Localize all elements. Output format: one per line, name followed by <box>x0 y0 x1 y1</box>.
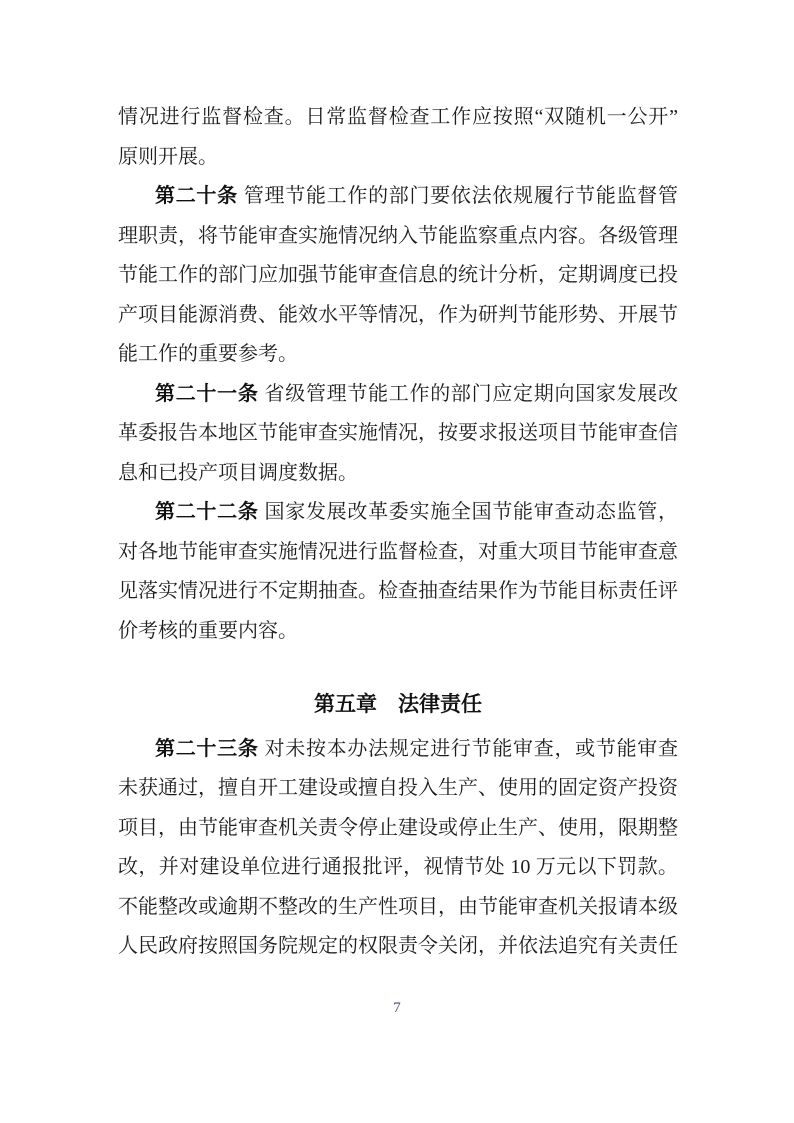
text-line: 理职责，将节能审查实施情况纳入节能监察重点内容。各级管理 <box>118 224 678 247</box>
paragraph-article-22 <box>118 493 678 651</box>
text-run: 省级管理节能工作的部门应定期向国家发展改 <box>264 382 679 405</box>
text-line: 改，并对建设单位进行通报批评，视情节处 10 万元以下罚款。 <box>118 856 678 878</box>
paragraph-continuation <box>118 98 678 177</box>
text-line <box>118 375 678 415</box>
document-body <box>118 98 678 967</box>
text-line: 未获通过，擅自开工建设或擅自投入生产、使用的固定资产投资 <box>118 777 678 799</box>
paragraph-article-20 <box>118 177 678 375</box>
article-number: 第二十二条 <box>155 501 259 523</box>
text-line: 息和已投产项目调度数据。 <box>118 461 358 484</box>
text-line: 对各地节能审查实施情况进行监督检查，对重大项目节能审查意 <box>118 540 678 563</box>
text-line: 人民政府按照国务院规定的权限责令关闭，并依法追究有关责任 <box>118 935 678 957</box>
text-run: 国家发展改革委实施全国节能审查动态监管， <box>264 501 679 523</box>
text-line: 原则开展。 <box>118 145 218 168</box>
text-line: 情况进行监督检查。日常监督检查工作应按照“双随机一公开” <box>118 106 678 128</box>
text-line: 不能整改或逾期不整改的生产性项目，由节能审查机关报请本级 <box>118 895 678 918</box>
paragraph-article-23 <box>118 730 678 967</box>
text-line: 见落实情况进行不定期抽查。检查抽查结果作为节能目标责任评 <box>118 580 678 602</box>
text-line <box>118 493 678 533</box>
article-number: 第二十条 <box>155 185 238 207</box>
page-number: 7 <box>393 1000 401 1016</box>
text-run: 对未按本办法规定进行节能审查，或节能审查 <box>264 737 679 760</box>
text-line: 革委报告本地区节能审查实施情况，按要求报送项目节能审查信 <box>118 422 678 444</box>
text-line <box>118 177 678 217</box>
article-number: 第二十三条 <box>155 737 259 760</box>
text-line: 节能工作的部门应加强节能审查信息的统计分析，定期调度已投 <box>118 264 678 286</box>
text-line: 能工作的重要参考。 <box>118 343 298 365</box>
text-line: 产项目能源消费、能效水平等情况，作为研判节能形势、开展节 <box>118 303 678 326</box>
paragraph-article-21 <box>118 375 678 494</box>
text-line <box>118 730 678 770</box>
text-line: 项目，由节能审查机关责令停止建设或停止生产、使用，限期整 <box>118 816 678 839</box>
article-number: 第二十一条 <box>155 382 259 405</box>
text-run: 管理节能工作的部门要依法依规履行节能监督管 <box>243 185 679 207</box>
chapter-heading: 第五章 法律责任 <box>314 693 482 716</box>
text-line: 价考核的重要内容。 <box>118 619 298 642</box>
